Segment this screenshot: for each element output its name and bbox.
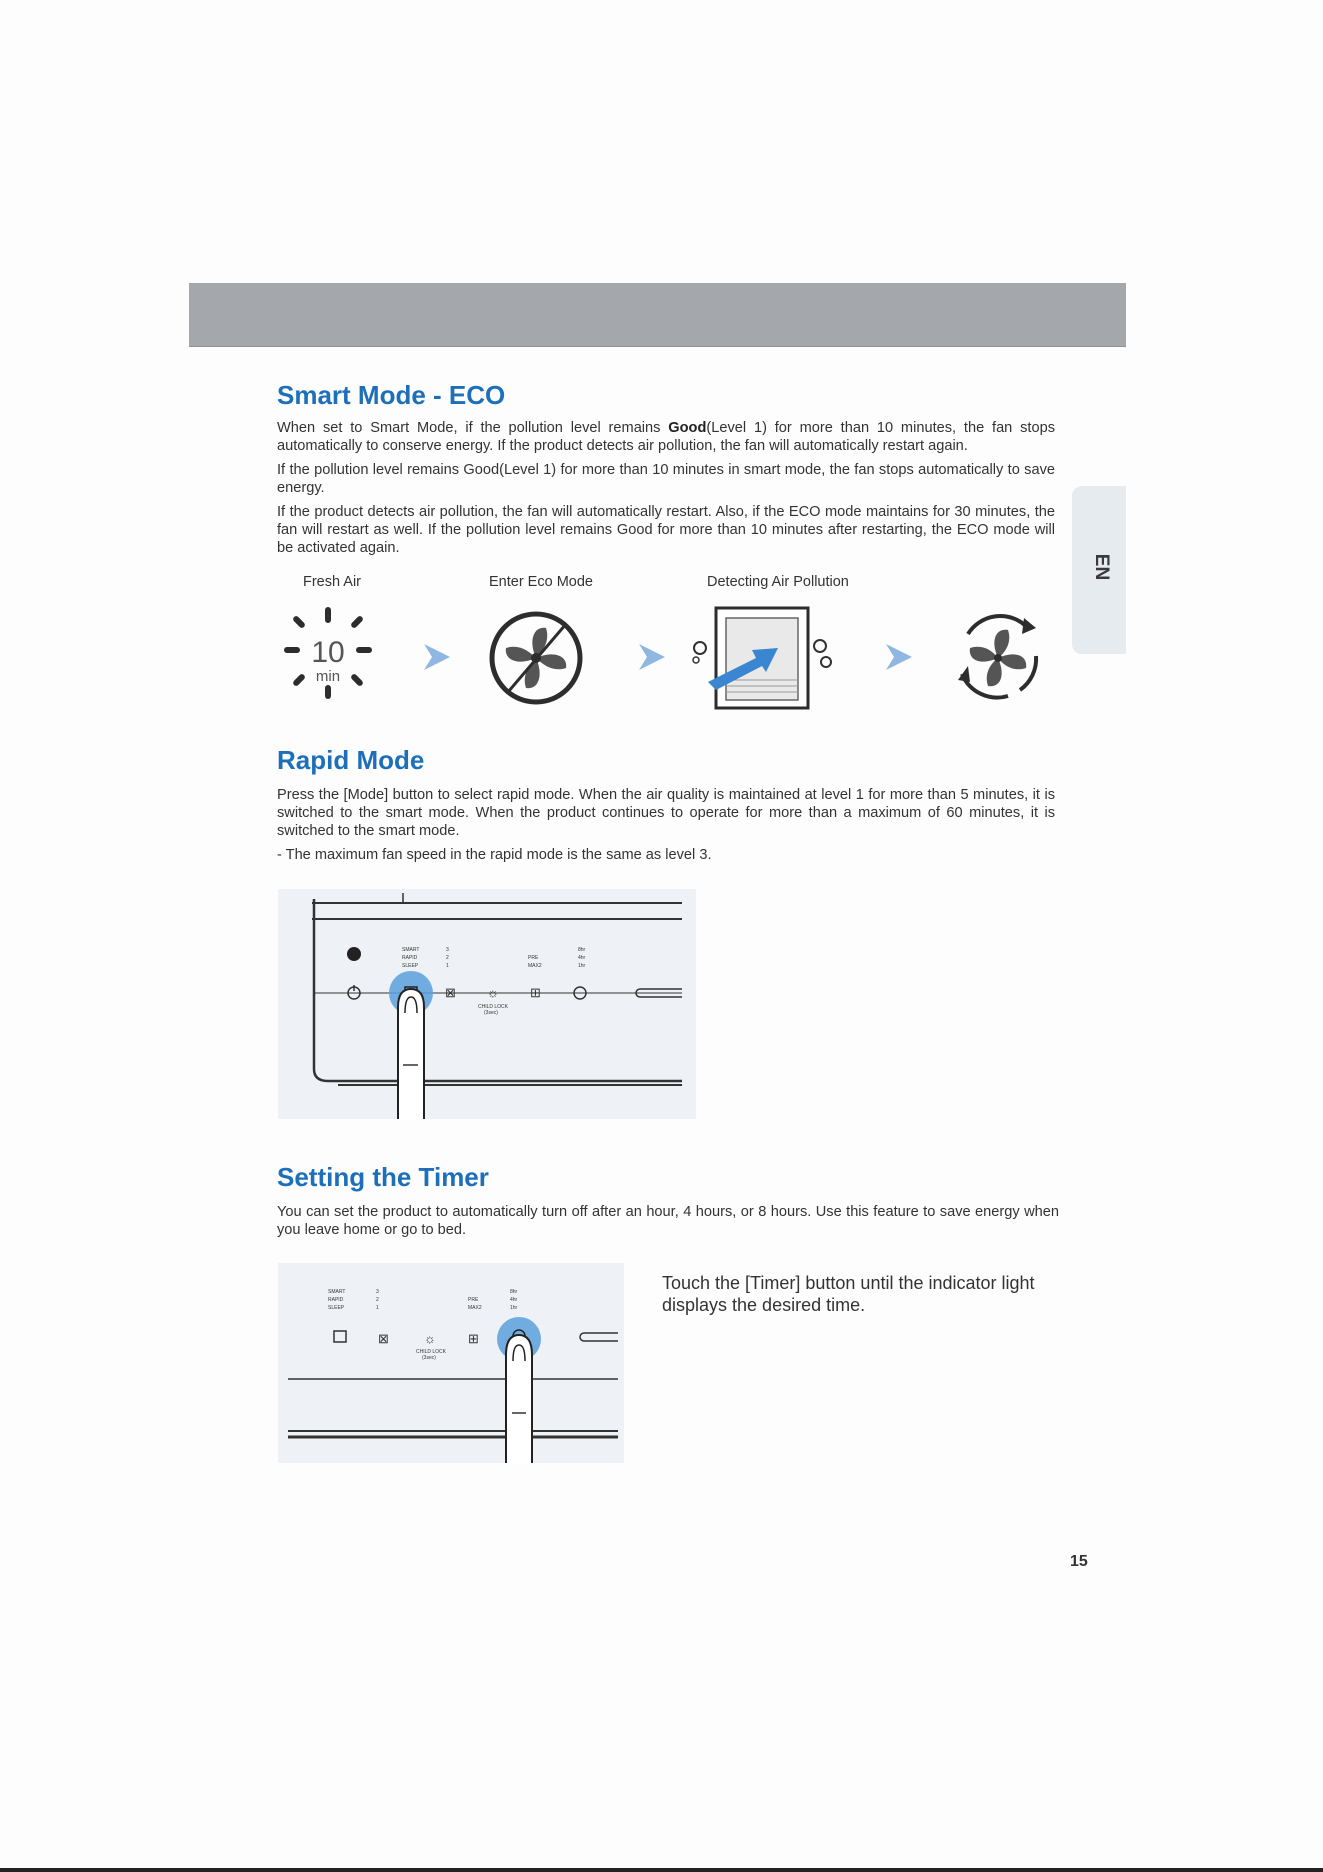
eco-paragraph-1: When set to Smart Mode, if the pollution level remains Good(Level 1) for more than 10 minutes, the fan stops automatically to conserve energy. If the product detects air pollution, the fan will automatically restart again. bbox=[277, 420, 1055, 454]
svg-text:8hr: 8hr bbox=[578, 947, 586, 953]
svg-text:MAX2: MAX2 bbox=[468, 1305, 482, 1311]
arrow-right-icon bbox=[635, 640, 669, 679]
svg-text:⊞: ⊞ bbox=[468, 1331, 479, 1346]
svg-text:3: 3 bbox=[446, 947, 449, 953]
caption-enter-eco: Enter Eco Mode bbox=[489, 574, 593, 590]
rapid-panel-illustration bbox=[278, 889, 696, 1119]
svg-text:☼: ☼ bbox=[424, 1331, 436, 1346]
caption-detecting: Detecting Air Pollution bbox=[707, 574, 849, 590]
timer-note: Touch the [Timer] button until the indicator light displays the desired time. bbox=[662, 1273, 1035, 1315]
svg-text:1hr: 1hr bbox=[510, 1305, 518, 1311]
svg-text:SMART: SMART bbox=[328, 1289, 346, 1295]
svg-text:MAX2: MAX2 bbox=[528, 963, 542, 969]
svg-text:1: 1 bbox=[376, 1305, 379, 1311]
svg-text:8hr: 8hr bbox=[510, 1289, 518, 1295]
svg-text:SLEEP: SLEEP bbox=[328, 1305, 345, 1311]
fan-restart-icon bbox=[948, 606, 1048, 706]
eco-title: Smart Mode - ECO bbox=[277, 380, 506, 410]
svg-text:1hr: 1hr bbox=[578, 963, 586, 969]
svg-text:⊠: ⊠ bbox=[378, 1331, 389, 1346]
arrow-right-icon bbox=[420, 640, 454, 679]
rapid-paragraph-2: - The maximum fan speed in the rapid mode is the same as level 3. bbox=[277, 847, 712, 863]
svg-text:4hr: 4hr bbox=[510, 1297, 518, 1303]
svg-text:SLEEP: SLEEP bbox=[402, 963, 419, 969]
timer-title: Setting the Timer bbox=[277, 1162, 489, 1192]
svg-text:CHILD LOCK: CHILD LOCK bbox=[416, 1349, 447, 1355]
timer-paragraph: You can set the product to automatically turn off after an hour, 4 hours, or 8 hours. Use this feature to save energy when you leave home or go to bed. bbox=[277, 1204, 1059, 1238]
arrow-right-icon bbox=[882, 640, 916, 679]
svg-text:2: 2 bbox=[446, 955, 449, 961]
svg-text:(3sec): (3sec) bbox=[422, 1355, 436, 1361]
purifier-detecting-icon bbox=[686, 604, 836, 714]
svg-text:RAPID: RAPID bbox=[328, 1297, 344, 1303]
svg-text:(3sec): (3sec) bbox=[484, 1010, 498, 1016]
eco-paragraph-2: If the pollution level remains Good(Level 1) for more than 10 minutes in smart mode, the fan stops automatically to save energy. bbox=[277, 462, 1055, 496]
svg-text:RAPID: RAPID bbox=[402, 955, 418, 961]
rapid-paragraph-1: Press the [Mode] button to select rapid mode. When the air quality is maintained at level 1 for more than 5 minutes, it is switched to the smart mode. When the product continues to operate for more than a maximum of 60 minutes, it is switched to the smart mode. bbox=[277, 787, 1055, 839]
timer-10min-icon bbox=[280, 605, 376, 701]
rapid-title: Rapid Mode bbox=[277, 745, 425, 775]
eco-paragraph-3: If the product detects air pollution, the fan will automatically restart. Also, if the ECO mode maintains for 30 minutes, the fan will restart as well. If the pollution level remains Good for more than 10 minutes after restarting, the ECO mode will be activated again. bbox=[277, 504, 1055, 556]
svg-text:SMART: SMART bbox=[402, 947, 420, 953]
svg-text:CHILD LOCK: CHILD LOCK bbox=[478, 1004, 509, 1010]
svg-text:2: 2 bbox=[376, 1297, 379, 1303]
timer-value: 10 bbox=[311, 636, 345, 669]
page-number: 15 bbox=[1070, 1553, 1088, 1570]
language-tab bbox=[1072, 486, 1126, 654]
svg-text:⊠: ⊠ bbox=[445, 985, 456, 1000]
svg-text:PRE: PRE bbox=[468, 1297, 479, 1303]
bottom-divider bbox=[0, 1868, 1323, 1872]
svg-text:1: 1 bbox=[446, 963, 449, 969]
svg-text:PRE: PRE bbox=[528, 955, 539, 961]
svg-text:3: 3 bbox=[376, 1289, 379, 1295]
header-bar bbox=[189, 283, 1126, 347]
language-label: EN bbox=[1091, 553, 1112, 581]
timer-panel-illustration bbox=[278, 1263, 624, 1463]
svg-text:☼: ☼ bbox=[487, 985, 499, 1000]
caption-fresh-air: Fresh Air bbox=[303, 574, 362, 590]
timer-unit: min bbox=[315, 668, 341, 685]
svg-text:⊞: ⊞ bbox=[530, 985, 541, 1000]
svg-text:4hr: 4hr bbox=[578, 955, 586, 961]
fan-off-icon bbox=[488, 610, 584, 706]
